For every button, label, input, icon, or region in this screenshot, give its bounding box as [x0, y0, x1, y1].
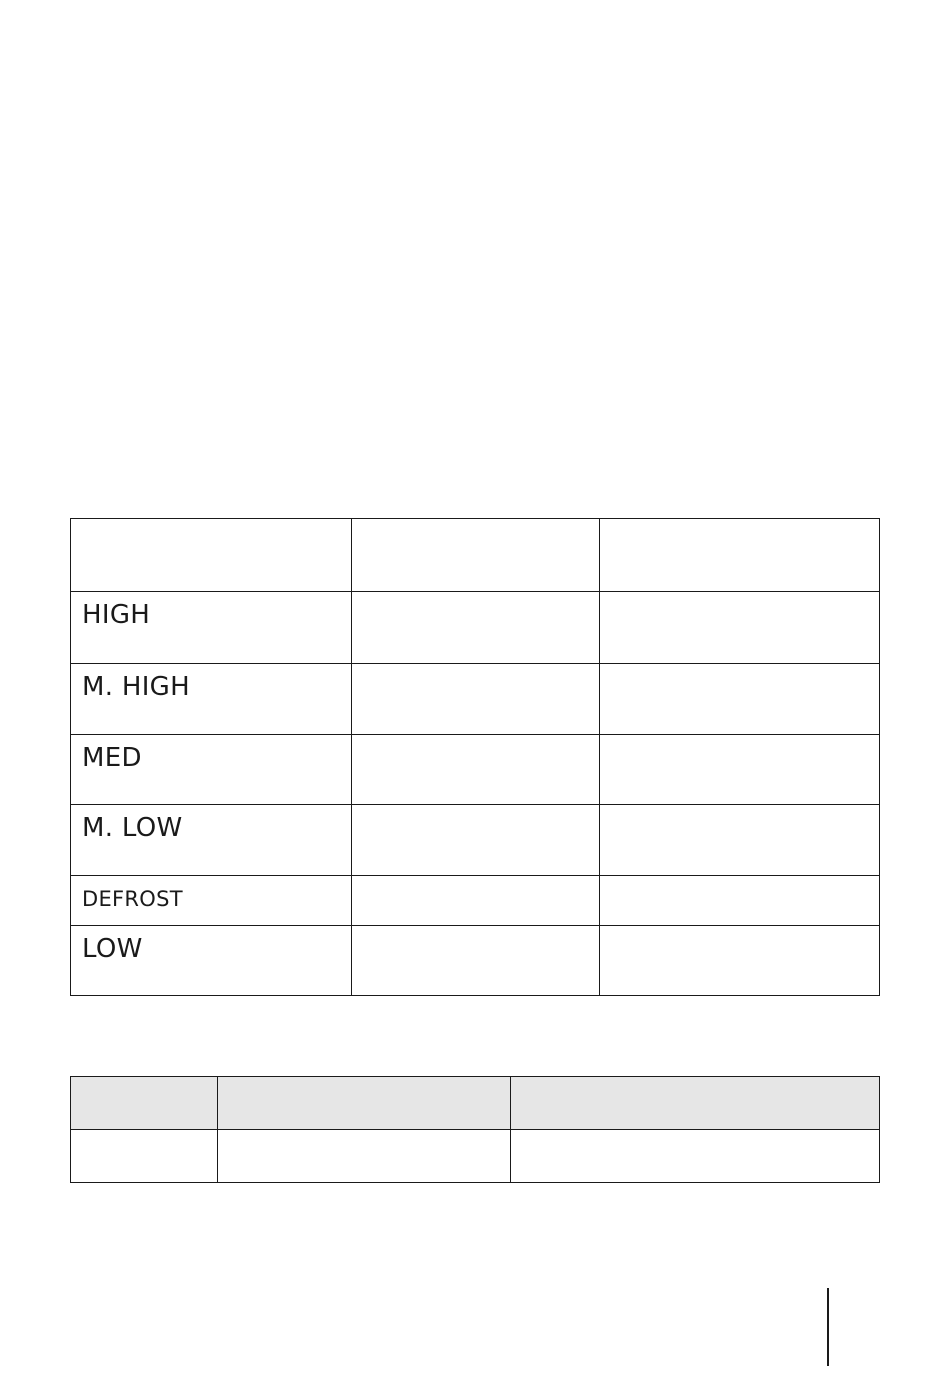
- spec-header-row: [71, 1077, 880, 1130]
- power-level-label: M. HIGH: [82, 672, 190, 702]
- table-cell: [352, 735, 600, 805]
- power-level-cell: [71, 926, 352, 996]
- table-header-row: [71, 519, 880, 592]
- table-row: [71, 926, 880, 996]
- table-cell: [600, 592, 880, 664]
- header-cell: [600, 519, 880, 592]
- power-level-cell: [71, 664, 352, 735]
- table-cell: [352, 664, 600, 735]
- table-cell: [600, 664, 880, 735]
- power-level-cell: [71, 876, 352, 926]
- power-level-label: MED: [82, 743, 142, 773]
- spec-table: [70, 1076, 880, 1183]
- header-cell: [71, 1077, 218, 1130]
- table-cell: [352, 926, 600, 996]
- header-cell: [352, 519, 600, 592]
- power-level-cell: [71, 735, 352, 805]
- table-row: [71, 805, 880, 876]
- table-cell: [71, 1130, 218, 1183]
- power-levels-table: [70, 518, 880, 996]
- table-cell: [352, 876, 600, 926]
- table-row: [71, 876, 880, 926]
- table-cell: [600, 926, 880, 996]
- power-level-cell: [71, 592, 352, 664]
- power-level-label: HIGH: [82, 600, 151, 630]
- power-level-cell: [71, 805, 352, 876]
- power-level-label: M. LOW: [82, 813, 183, 843]
- power-level-label: LOW: [82, 934, 143, 964]
- header-cell: [71, 519, 352, 592]
- table-cell: [600, 876, 880, 926]
- table-cell: [352, 805, 600, 876]
- table-cell: [600, 735, 880, 805]
- table-row: [71, 592, 880, 664]
- table-row: [71, 664, 880, 735]
- table-cell: [511, 1130, 880, 1183]
- table-row: [71, 1130, 880, 1183]
- header-cell: [511, 1077, 880, 1130]
- table-cell: [218, 1130, 511, 1183]
- power-level-label: DEFROST: [82, 887, 183, 911]
- table-cell: [600, 805, 880, 876]
- header-cell: [218, 1077, 511, 1130]
- page-edge-rule: [827, 1288, 829, 1366]
- table-cell: [352, 592, 600, 664]
- table-row: [71, 735, 880, 805]
